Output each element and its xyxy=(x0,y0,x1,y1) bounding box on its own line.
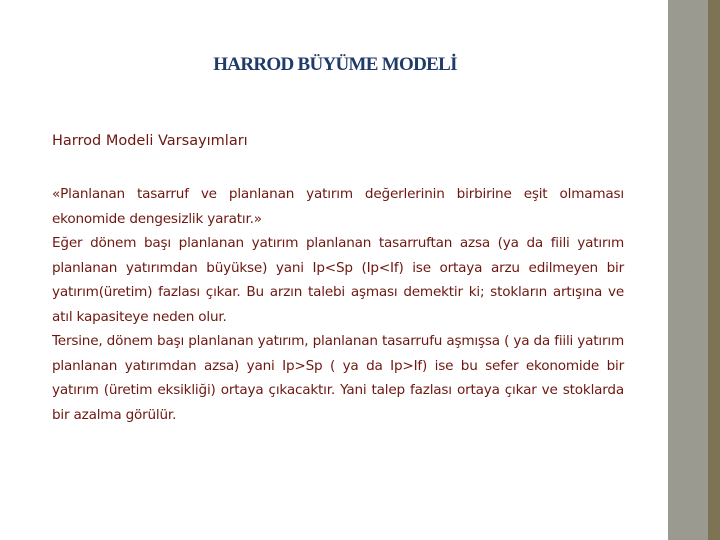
slide-subtitle: Harrod Modeli Varsayımları xyxy=(52,133,248,149)
slide-title: HARROD BÜYÜME MODELİ xyxy=(213,54,457,75)
right-band-gold xyxy=(708,0,720,540)
paragraph-quote: «Planlanan tasarruf ve planlanan yatırım değerlerinin birbirine eşit olmaması ekonomide dengesizlik yaratır.» xyxy=(52,186,624,227)
slide-body xyxy=(52,182,624,427)
paragraph-investment-less: Eğer dönem başı planlanan yatırım planlanan tasarruftan azsa (ya da fiili yatırım planlanan yatırımdan büyükse) yani Ip<Sp (Ip<If) ise ortaya arzu edilmeyen bir yatırım(üretim) fazlası çıkar. Bu arzın talebi aşması demektir ki; stokların artışına ve atıl kapasiteye neden olur. xyxy=(52,235,624,325)
right-band-gray xyxy=(668,0,708,540)
paragraph-investment-more: Tersine, dönem başı planlanan yatırım, planlanan tasarrufu aşmışsa ( ya da fiili yatırım planlanan yatırımdan azsa) yani Ip>Sp ( ya da Ip>If) ise bu sefer ekonomide bir yatırım (üretim eksikliği) ortaya çıkacaktır. Yani talep fazlası ortaya çıkar ve stoklarda bir azalma görülür. xyxy=(52,333,624,423)
